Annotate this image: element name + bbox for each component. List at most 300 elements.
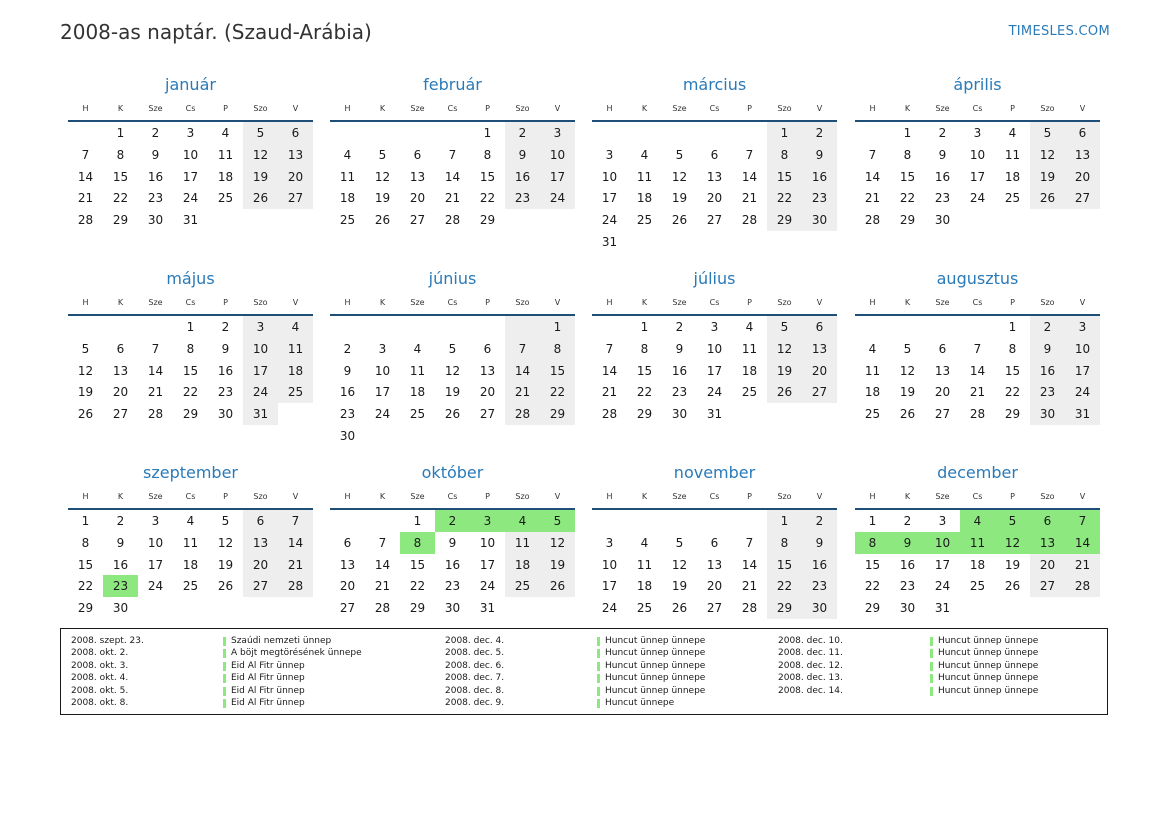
day-cell: 19: [1004, 557, 1021, 572]
weekday-label: K: [641, 298, 648, 307]
empty-cell: [435, 316, 470, 338]
day-cell: 26: [767, 381, 802, 403]
day-cell: 25: [278, 381, 313, 403]
day-cell: 13: [479, 363, 496, 378]
day-cell: 6: [802, 316, 837, 338]
day-cell: 13: [706, 169, 723, 184]
legend-date: 2008. dec. 11.: [778, 648, 843, 659]
weekday-label: Cs: [709, 104, 720, 113]
month-block: [592, 266, 837, 425]
day-cell: 24: [706, 385, 723, 400]
day-cell: 1: [868, 514, 877, 528]
empty-cell: [68, 122, 103, 144]
empty-cell: [278, 597, 313, 619]
empty-cell: [592, 316, 627, 338]
day-grid: [592, 316, 837, 425]
day-cell: 16: [1030, 360, 1065, 382]
day-cell: 15: [409, 557, 426, 572]
day-cell: 27: [339, 601, 356, 616]
holiday-marker: [597, 649, 600, 658]
weekday-label: Szo: [515, 104, 530, 113]
empty-cell: [767, 231, 802, 253]
day-cell: 21: [77, 191, 94, 206]
brand-link[interactable]: TIMESLES.COM: [1008, 24, 1110, 39]
day-cell: 12: [767, 338, 802, 360]
day-cell: 27: [479, 407, 496, 422]
empty-cell: [995, 209, 1030, 231]
legend-date: 2008. szept. 23.: [71, 636, 144, 646]
day-cell: 3: [378, 341, 387, 356]
day-cell: 7: [868, 147, 877, 162]
day-cell: 18: [505, 554, 540, 576]
day-cell: 10: [182, 147, 199, 162]
weekday-header: [68, 486, 313, 510]
day-cell: 16: [112, 557, 129, 572]
day-cell: 7: [1065, 510, 1100, 532]
day-cell: 26: [1004, 579, 1021, 594]
weekday-header: [330, 486, 575, 510]
weekday-label: K: [904, 492, 911, 501]
month-name: június: [428, 269, 477, 288]
legend-holiday-name: Huncut ünnep ünnepe: [938, 660, 1039, 671]
legend-date: 2008. dec. 12.: [778, 660, 843, 671]
day-cell: 2: [151, 126, 160, 140]
day-cell: 3: [1065, 316, 1100, 338]
day-cell: 5: [1030, 122, 1065, 144]
day-cell: 7: [745, 535, 754, 550]
day-cell: 24: [374, 407, 391, 422]
day-cell: 12: [540, 532, 575, 554]
weekday-label: Szo: [253, 104, 268, 113]
weekday-label: H: [606, 104, 613, 113]
day-cell: 9: [448, 535, 457, 550]
weekday-label: Cs: [185, 298, 196, 307]
legend-date: 2008. okt. 5.: [71, 685, 129, 696]
day-cell: 3: [540, 122, 575, 144]
day-cell: 24: [147, 579, 164, 594]
day-cell: 14: [741, 169, 758, 184]
day-cell: 29: [636, 407, 653, 422]
holiday-marker: [597, 674, 600, 683]
weekday-label: V: [816, 298, 823, 307]
day-cell: 28: [505, 403, 540, 425]
day-cell: 14: [77, 169, 94, 184]
day-cell: 5: [540, 510, 575, 532]
day-cell: 21: [278, 554, 313, 576]
day-cell: 1: [767, 122, 802, 144]
legend-holiday-name: Huncut ünnep ünnepe: [938, 648, 1039, 659]
day-cell: 22: [636, 385, 653, 400]
day-cell: 28: [601, 407, 618, 422]
day-cell: 28: [864, 213, 881, 228]
day-cell: 4: [505, 510, 540, 532]
weekday-header: [68, 98, 313, 122]
day-cell: 22: [899, 191, 916, 206]
day-cell: 11: [636, 169, 653, 184]
empty-cell: [662, 122, 697, 144]
day-cell: 25: [636, 601, 653, 616]
day-cell: 7: [973, 341, 982, 356]
day-cell: 26: [77, 407, 94, 422]
day-cell: 18: [1004, 169, 1021, 184]
day-cell: 13: [243, 532, 278, 554]
day-cell: 17: [182, 169, 199, 184]
empty-cell: [890, 316, 925, 338]
day-cell: 15: [636, 363, 653, 378]
day-cell: 2: [343, 341, 352, 356]
day-cell: 21: [969, 385, 986, 400]
day-cell: 30: [147, 213, 164, 228]
month-block: [68, 460, 313, 619]
weekday-label: Sze: [410, 298, 425, 307]
weekday-label: H: [344, 298, 351, 307]
month-block: [330, 266, 575, 447]
legend-holiday-name: A böjt megtörésének ünnepe: [231, 648, 362, 659]
day-cell: 17: [601, 579, 618, 594]
day-cell: 23: [339, 407, 356, 422]
day-cell: 22: [112, 191, 129, 206]
weekday-label: Szo: [253, 492, 268, 501]
day-cell: 17: [1065, 360, 1100, 382]
weekday-label: K: [379, 492, 386, 501]
day-cell: 18: [969, 557, 986, 572]
empty-cell: [732, 510, 767, 532]
day-cell: 31: [934, 601, 951, 616]
empty-cell: [330, 510, 365, 532]
day-cell: 21: [1065, 554, 1100, 576]
day-cell: 28: [374, 601, 391, 616]
day-cell: 7: [448, 147, 457, 162]
day-cell: 26: [444, 407, 461, 422]
empty-cell: [278, 403, 313, 425]
day-cell: 23: [802, 575, 837, 597]
day-cell: 18: [741, 363, 758, 378]
day-cell: 24: [479, 579, 496, 594]
day-cell: 16: [217, 363, 234, 378]
empty-cell: [1065, 209, 1100, 231]
day-cell: 2: [675, 320, 684, 334]
weekday-label: Cs: [709, 298, 720, 307]
weekday-label: P: [485, 104, 490, 113]
weekday-label: H: [82, 298, 89, 307]
day-cell: 4: [640, 147, 649, 162]
day-cell: 29: [182, 407, 199, 422]
legend-holiday-name: Huncut ünnep ünnepe: [605, 636, 706, 646]
day-cell: 30: [444, 601, 461, 616]
empty-cell: [627, 122, 662, 144]
day-cell: 21: [444, 191, 461, 206]
day-cell: 6: [710, 535, 719, 550]
day-cell: 8: [116, 147, 125, 162]
weekday-label: Cs: [447, 298, 458, 307]
day-cell: 14: [278, 532, 313, 554]
legend-date: 2008. dec. 10.: [778, 636, 843, 646]
day-cell: 19: [444, 385, 461, 400]
empty-cell: [540, 209, 575, 231]
day-cell: 13: [1030, 532, 1065, 554]
day-cell: 9: [116, 535, 125, 550]
day-cell: 12: [671, 557, 688, 572]
weekday-label: K: [641, 104, 648, 113]
legend-date: 2008. dec. 5.: [445, 648, 505, 659]
holiday-marker: [930, 687, 933, 696]
legend-date: 2008. dec. 4.: [445, 636, 505, 646]
day-cell: 23: [505, 187, 540, 209]
day-cell: 10: [601, 169, 618, 184]
day-cell: 24: [540, 187, 575, 209]
legend-holiday-name: Huncut ünnep ünnepe: [938, 673, 1039, 684]
weekday-label: Cs: [185, 104, 196, 113]
day-cell: 6: [1065, 122, 1100, 144]
weekday-label: P: [223, 104, 228, 113]
day-cell: 15: [540, 360, 575, 382]
month-block: [592, 72, 837, 253]
empty-cell: [278, 209, 313, 231]
empty-cell: [732, 231, 767, 253]
weekday-label: H: [869, 298, 876, 307]
day-cell: 29: [899, 213, 916, 228]
day-cell: 17: [243, 360, 278, 382]
legend-holiday-name: Huncut ünnep ünnepe: [605, 673, 706, 684]
day-cell: 3: [470, 510, 505, 532]
legend-date: 2008. okt. 2.: [71, 648, 129, 659]
day-cell: 25: [969, 579, 986, 594]
day-cell: 20: [1030, 554, 1065, 576]
month-name: április: [953, 75, 1002, 94]
weekday-header: [855, 98, 1100, 122]
month-name: szeptember: [142, 463, 238, 482]
weekday-label: P: [485, 492, 490, 501]
day-cell: 4: [1008, 126, 1017, 140]
day-cell: 17: [479, 557, 496, 572]
day-cell: 9: [1030, 338, 1065, 360]
weekday-label: Sze: [935, 104, 950, 113]
day-grid: [330, 122, 575, 231]
weekday-header: [592, 98, 837, 122]
day-cell: 4: [413, 341, 422, 356]
day-cell: 16: [444, 557, 461, 572]
day-cell: 16: [339, 385, 356, 400]
day-cell: 10: [1065, 338, 1100, 360]
day-cell: 12: [899, 363, 916, 378]
day-cell: 12: [217, 535, 234, 550]
legend-holiday-name: Huncut ünnep ünnepe: [605, 685, 706, 696]
day-cell: 26: [374, 213, 391, 228]
day-cell: 13: [1065, 144, 1100, 166]
day-cell: 16: [671, 363, 688, 378]
day-cell: 21: [864, 191, 881, 206]
day-cell: 19: [374, 191, 391, 206]
day-cell: 4: [186, 514, 195, 528]
weekday-label: K: [904, 298, 911, 307]
day-cell: 23: [444, 579, 461, 594]
legend-date: 2008. okt. 8.: [71, 697, 129, 708]
empty-cell: [138, 316, 173, 338]
day-cell: 14: [864, 169, 881, 184]
weekday-label: H: [869, 104, 876, 113]
day-cell: 25: [741, 385, 758, 400]
day-cell: 10: [925, 532, 960, 554]
day-cell: 16: [802, 554, 837, 576]
months-grid: [68, 72, 1102, 632]
day-cell: 6: [343, 535, 352, 550]
day-cell: 23: [103, 575, 138, 597]
day-cell: 29: [864, 601, 881, 616]
day-cell: 3: [243, 316, 278, 338]
holiday-marker: [597, 687, 600, 696]
weekday-label: Szo: [1040, 104, 1055, 113]
day-cell: 22: [77, 579, 94, 594]
day-cell: 2: [1030, 316, 1065, 338]
day-cell: 12: [671, 169, 688, 184]
weekday-label: Cs: [972, 104, 983, 113]
holiday-marker: [223, 637, 226, 646]
weekday-header: [330, 292, 575, 316]
weekday-label: V: [292, 492, 299, 501]
day-cell: 27: [706, 213, 723, 228]
day-cell: 6: [483, 341, 492, 356]
day-cell: 30: [671, 407, 688, 422]
day-cell: 12: [243, 144, 278, 166]
holiday-marker: [930, 637, 933, 646]
day-cell: 11: [1004, 147, 1021, 162]
weekday-label: V: [1079, 492, 1086, 501]
day-cell: 13: [278, 144, 313, 166]
day-cell: 19: [899, 385, 916, 400]
day-cell: 25: [505, 575, 540, 597]
day-cell: 2: [435, 510, 470, 532]
day-cell: 24: [934, 579, 951, 594]
day-cell: 16: [505, 166, 540, 188]
day-cell: 2: [116, 514, 125, 528]
day-cell: 28: [77, 213, 94, 228]
day-cell: 15: [479, 169, 496, 184]
day-cell: 7: [605, 341, 614, 356]
day-cell: 30: [339, 428, 356, 443]
weekday-label: Cs: [709, 492, 720, 501]
day-cell: 18: [278, 360, 313, 382]
day-cell: 9: [343, 363, 352, 378]
day-cell: 14: [147, 363, 164, 378]
day-cell: 20: [339, 579, 356, 594]
day-cell: 1: [81, 514, 90, 528]
day-cell: 29: [479, 213, 496, 228]
day-cell: 15: [767, 554, 802, 576]
day-cell: 31: [182, 213, 199, 228]
day-cell: 5: [448, 341, 457, 356]
holiday-marker: [597, 662, 600, 671]
weekday-label: Szo: [1040, 298, 1055, 307]
day-cell: 19: [217, 557, 234, 572]
day-cell: 1: [413, 514, 422, 528]
empty-cell: [505, 425, 540, 447]
day-cell: 20: [479, 385, 496, 400]
day-cell: 18: [339, 191, 356, 206]
day-cell: 27: [112, 407, 129, 422]
day-cell: 22: [479, 191, 496, 206]
weekday-label: V: [292, 298, 299, 307]
day-cell: 10: [243, 338, 278, 360]
empty-cell: [697, 122, 732, 144]
day-cell: 1: [116, 126, 125, 140]
empty-cell: [1030, 209, 1065, 231]
day-cell: 25: [339, 213, 356, 228]
day-cell: 3: [151, 514, 160, 528]
empty-cell: [365, 316, 400, 338]
day-cell: 5: [767, 316, 802, 338]
legend-date: 2008. dec. 6.: [445, 660, 505, 671]
day-cell: 1: [1008, 320, 1017, 334]
day-cell: 24: [601, 601, 618, 616]
day-grid: [855, 122, 1100, 231]
day-cell: 13: [339, 557, 356, 572]
day-cell: 8: [1008, 341, 1017, 356]
empty-cell: [505, 316, 540, 338]
day-cell: 24: [601, 213, 618, 228]
weekday-label: P: [747, 492, 752, 501]
day-cell: 20: [802, 360, 837, 382]
month-name: július: [693, 269, 736, 288]
month-name: december: [937, 463, 1018, 482]
day-cell: 14: [1065, 532, 1100, 554]
day-cell: 7: [378, 535, 387, 550]
day-cell: 11: [182, 535, 199, 550]
holiday-marker: [223, 662, 226, 671]
weekday-label: V: [554, 492, 561, 501]
day-cell: 15: [899, 169, 916, 184]
empty-cell: [470, 425, 505, 447]
weekday-label: Cs: [185, 492, 196, 501]
day-cell: 1: [767, 510, 802, 532]
weekday-label: K: [641, 492, 648, 501]
day-cell: 9: [802, 532, 837, 554]
day-cell: 22: [182, 385, 199, 400]
empty-cell: [330, 122, 365, 144]
day-cell: 7: [278, 510, 313, 532]
empty-cell: [592, 122, 627, 144]
day-cell: 19: [243, 166, 278, 188]
weekday-label: H: [606, 298, 613, 307]
day-cell: 24: [182, 191, 199, 206]
day-cell: 3: [710, 320, 719, 334]
day-cell: 25: [636, 213, 653, 228]
day-cell: 8: [81, 535, 90, 550]
day-cell: 27: [409, 213, 426, 228]
weekday-label: K: [379, 104, 386, 113]
legend-holiday-name: Eid Al Fitr ünnep: [231, 660, 305, 671]
holiday-marker: [223, 649, 226, 658]
day-cell: 13: [802, 338, 837, 360]
day-cell: 16: [147, 169, 164, 184]
day-cell: 31: [479, 601, 496, 616]
day-cell: 8: [767, 144, 802, 166]
weekday-label: Szo: [777, 104, 792, 113]
day-cell: 24: [243, 381, 278, 403]
legend-date: 2008. okt. 3.: [71, 660, 129, 671]
day-cell: 5: [221, 514, 230, 528]
day-cell: 24: [1065, 381, 1100, 403]
day-cell: 21: [601, 385, 618, 400]
day-cell: 19: [77, 385, 94, 400]
holiday-marker: [597, 637, 600, 646]
day-cell: 17: [147, 557, 164, 572]
day-cell: 4: [640, 535, 649, 550]
day-cell: 9: [675, 341, 684, 356]
empty-cell: [365, 122, 400, 144]
weekday-label: Cs: [447, 492, 458, 501]
empty-cell: [505, 209, 540, 231]
empty-cell: [400, 316, 435, 338]
